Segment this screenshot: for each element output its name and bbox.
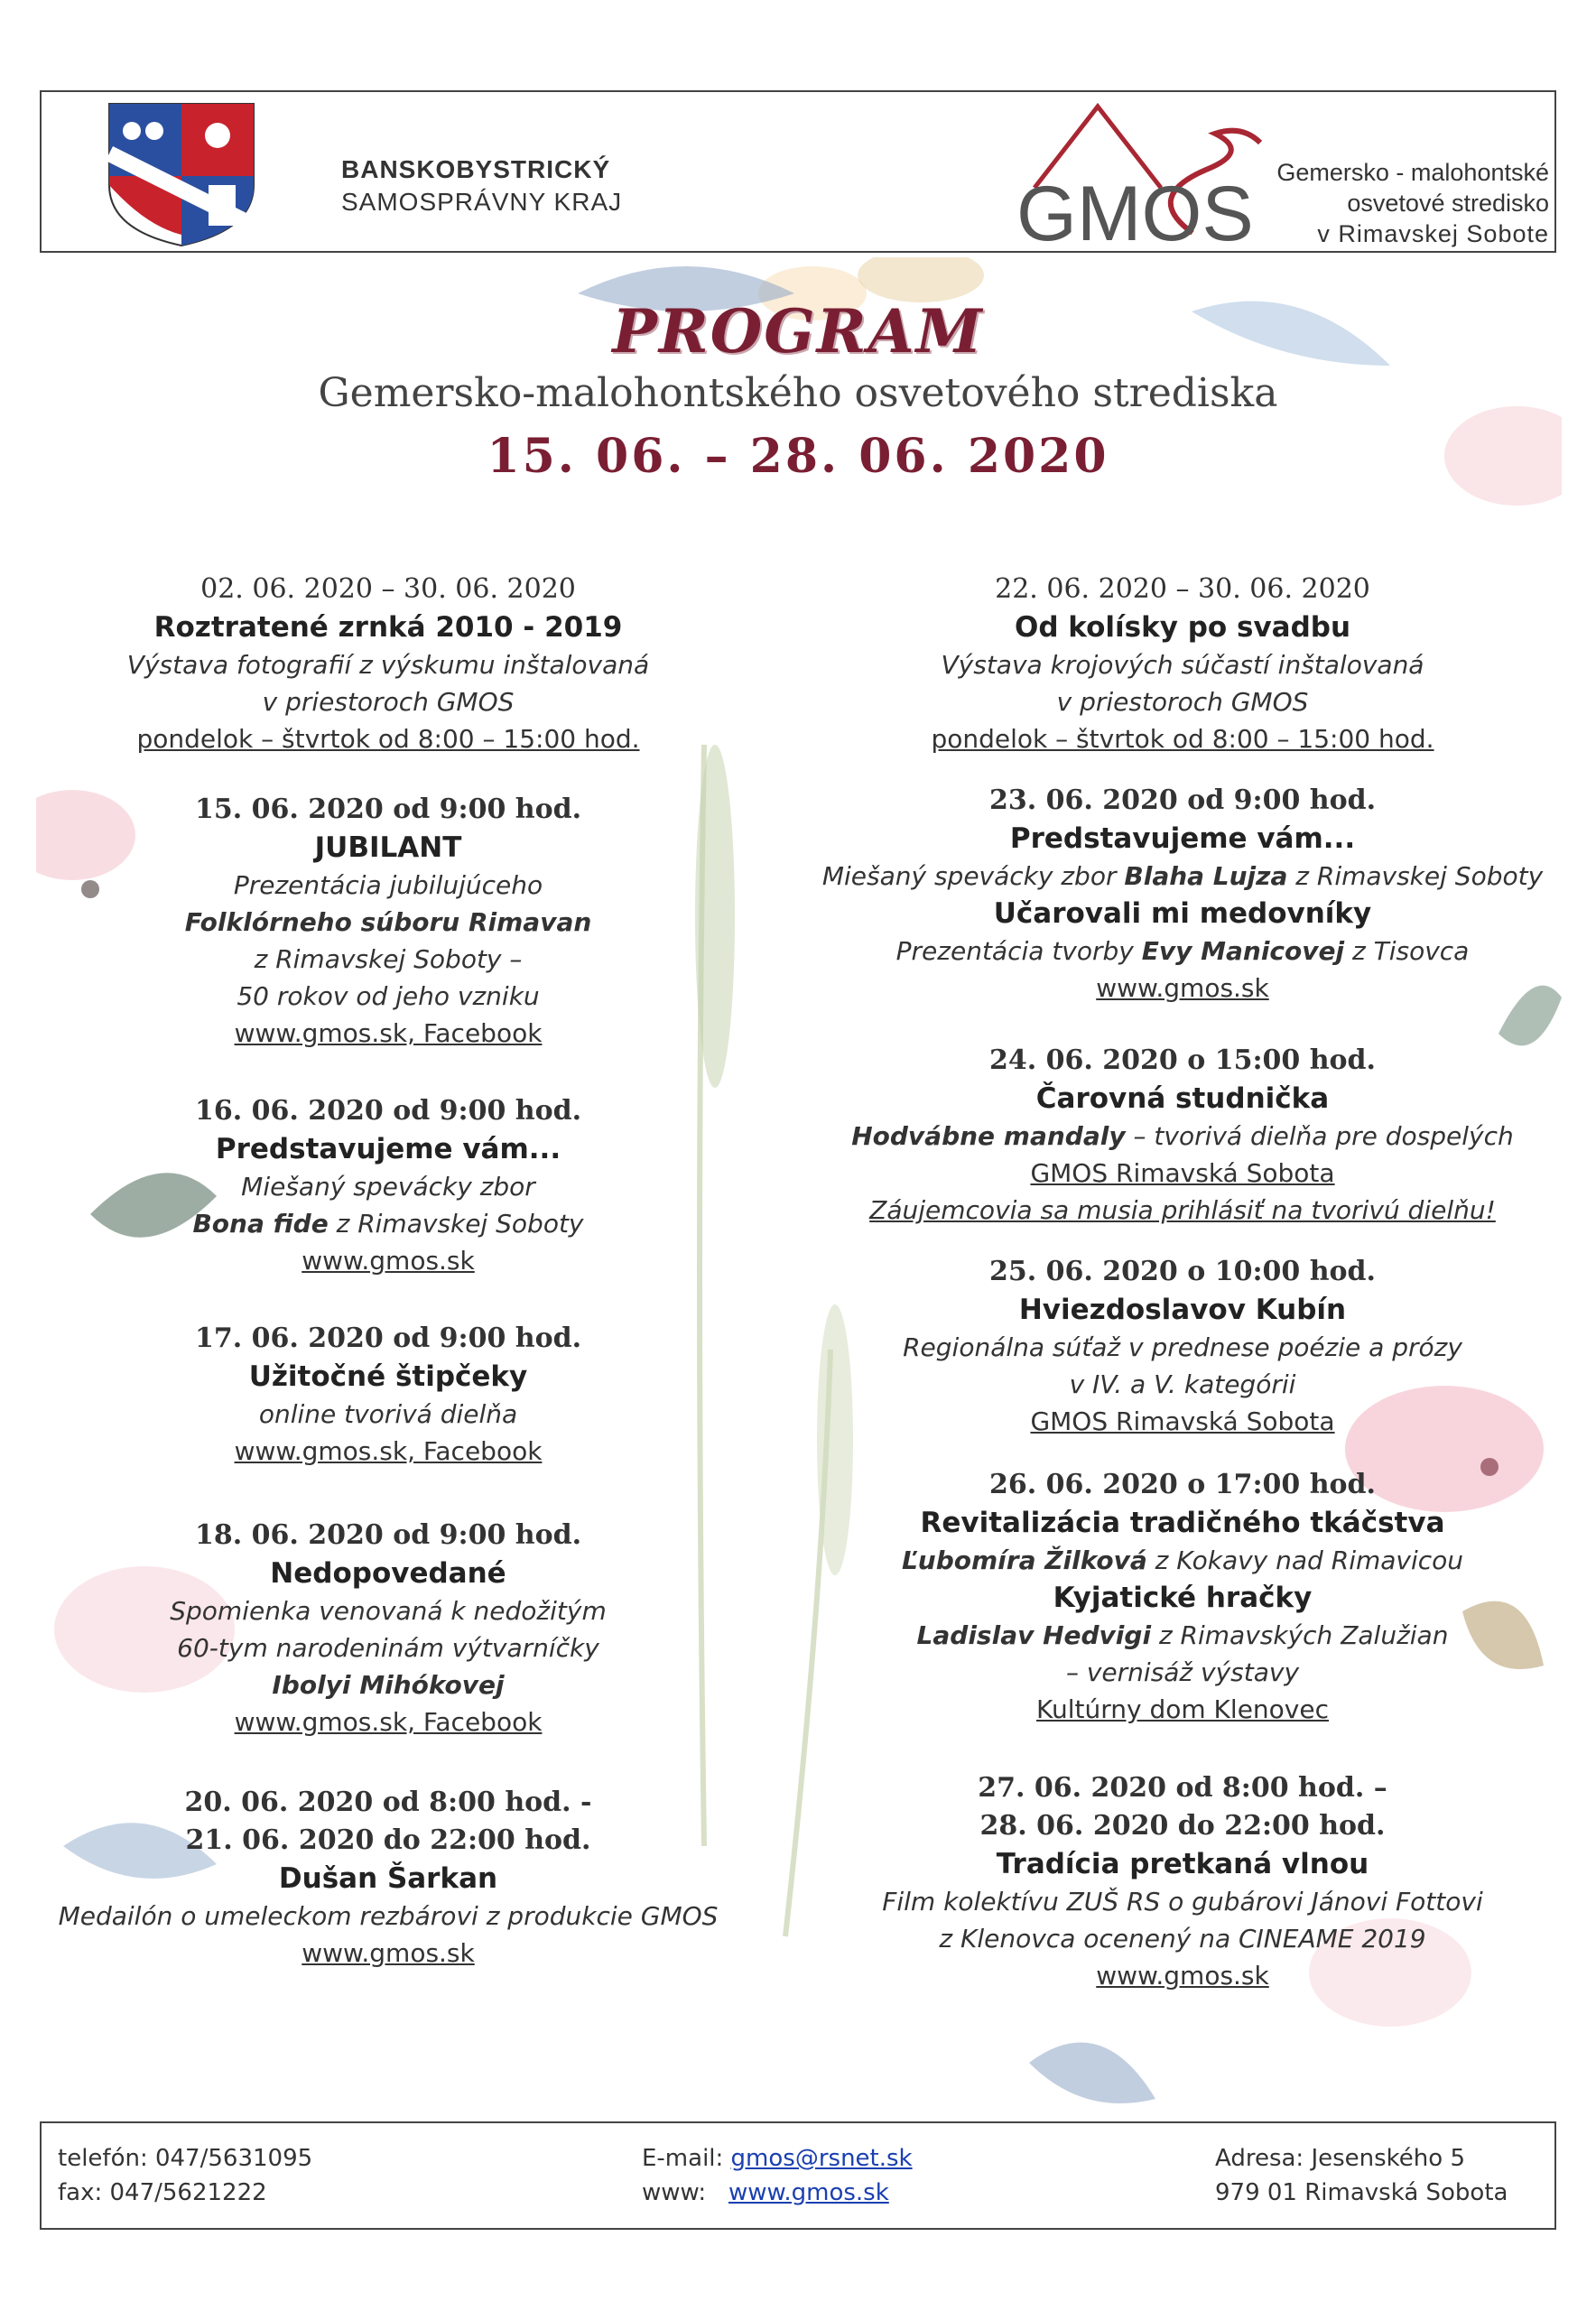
event xyxy=(812,1253,1553,1440)
event-performer: Ľubomíra Žilková xyxy=(901,1545,1147,1575)
event-line-rest: z Rimavskej Soboty xyxy=(328,1209,584,1239)
event-line-post: – tvorivá dielňa pre dospelých xyxy=(1125,1121,1514,1151)
event-title-2: Kyjatické hračky xyxy=(1053,1582,1313,1614)
event-line: Výstava krojových súčastí inštalovaná xyxy=(941,650,1424,680)
event-date: 26. 06. 2020 o 17:00 hod. xyxy=(989,1469,1376,1500)
event-line: Prezentácia jubilujúceho xyxy=(233,870,543,900)
event-date: 20. 06. 2020 od 8:00 hod. - xyxy=(184,1787,592,1818)
event xyxy=(812,782,1553,1007)
event-title: JUBILANT xyxy=(314,831,462,864)
event-line: z Klenovca ocenený na CINEAME 2019 xyxy=(939,1924,1426,1954)
event-title: Predstavujeme vám... xyxy=(1009,822,1356,855)
event-link[interactable]: www.gmos.sk, Facebook xyxy=(234,1436,543,1466)
event-line: Regionálna súťaž v prednese poézie a prózy xyxy=(903,1332,1462,1362)
www-row xyxy=(642,2176,913,2210)
event-link[interactable]: www.gmos.sk, Facebook xyxy=(234,1018,543,1048)
event-line-post: z Kokavy nad Rimavicou xyxy=(1146,1545,1464,1575)
event-hours: pondelok – štvrtok od 8:00 – 15:00 hod. xyxy=(931,724,1434,754)
event-line: Výstava fotografií z výskumu inštalovaná xyxy=(126,650,650,680)
event-title: Revitalizácia tradičného tkáčstva xyxy=(920,1507,1445,1539)
address-line-1: Adresa: Jesenského 5 xyxy=(1215,2145,1465,2172)
leaf-shape xyxy=(1029,2043,1155,2104)
event-venue: GMOS Rimavská Sobota xyxy=(1030,1406,1335,1436)
page-title: PROGRAM xyxy=(612,296,984,367)
region-line-2: SAMOSPRÁVNY KRAJ xyxy=(341,188,623,216)
event-title: Čarovná studnička xyxy=(1035,1082,1330,1115)
event-line: z Rimavskej Soboty – xyxy=(254,944,523,974)
region-name xyxy=(341,153,622,218)
event-link[interactable]: www.gmos.sk xyxy=(302,1938,475,1968)
event-performer: Ibolyi Mihókovej xyxy=(272,1670,505,1700)
event xyxy=(54,1092,722,1279)
title-block xyxy=(0,296,1596,484)
event xyxy=(812,1769,1553,1994)
event xyxy=(54,1320,722,1470)
event-line: Medailón o umeleckom rezbárovi z produkcie GMOS xyxy=(58,1901,719,1931)
event-line xyxy=(54,904,722,941)
event-line xyxy=(812,1118,1553,1155)
event-line: Spomienka venovaná k nedožitým xyxy=(170,1596,607,1626)
event-link[interactable]: www.gmos.sk xyxy=(1096,973,1269,1003)
event-title: Tradícia pretkaná vlnou xyxy=(996,1848,1369,1880)
event-date: 27. 06. 2020 od 8:00 hod. – xyxy=(978,1772,1387,1804)
event-title-2: Učarovali mi medovníky xyxy=(993,897,1372,930)
header-box xyxy=(40,90,1556,253)
event-line: v IV. a V. kategórii xyxy=(1069,1369,1296,1399)
region-line-1: BANSKOBYSTRICKÝ xyxy=(341,155,611,183)
event xyxy=(812,571,1553,757)
event-line: 50 rokov od jeho vzniku xyxy=(237,981,540,1011)
event-line: Miešaný spevácky zbor xyxy=(241,1172,535,1202)
event xyxy=(812,1466,1553,1728)
org-name xyxy=(1215,157,1549,249)
event-performer: Ladislav Hedvigi xyxy=(916,1620,1152,1650)
event-note: Záujemcovia sa musia prihlásiť na tvorivú dielňu! xyxy=(869,1195,1496,1225)
footer-box xyxy=(40,2121,1556,2230)
event-date: 25. 06. 2020 o 10:00 hod. xyxy=(989,1256,1376,1287)
event-line: Film kolektívu ZUŠ RS o gubárovi Jánovi Fottovi xyxy=(882,1887,1483,1917)
event-line xyxy=(54,1666,722,1703)
event xyxy=(54,571,722,757)
event-date: 15. 06. 2020 od 9:00 hod. xyxy=(194,794,582,825)
event-title: Dušan Šarkan xyxy=(278,1862,498,1895)
event-link[interactable]: www.gmos.sk, Facebook xyxy=(234,1707,543,1737)
event-title: Nedopovedané xyxy=(270,1557,506,1590)
event xyxy=(812,1042,1553,1229)
event-venue: GMOS Rimavská Sobota xyxy=(1030,1158,1335,1188)
event-link[interactable]: www.gmos.sk xyxy=(1096,1961,1269,1991)
event-date-end: 21. 06. 2020 do 22:00 hod. xyxy=(185,1824,591,1856)
event-date: 18. 06. 2020 od 9:00 hod. xyxy=(194,1519,582,1551)
org-line-2: osvetové stredisko xyxy=(1347,190,1549,217)
address-line-2: 979 01 Rimavská Sobota xyxy=(1215,2179,1508,2206)
footer-contact-phone xyxy=(58,2141,312,2210)
phone-number: telefón: 047/5631095 xyxy=(58,2145,313,2172)
www-label: www: xyxy=(642,2179,707,2206)
event-line-post: z Rimavských Zalužian xyxy=(1151,1620,1449,1650)
event xyxy=(54,791,722,1052)
org-line-1: Gemersko - malohontské xyxy=(1276,159,1549,186)
email-link[interactable]: gmos@rsnet.sk xyxy=(730,2145,913,2172)
program-dates: 15. 06. – 28. 06. 2020 xyxy=(487,429,1109,484)
org-line-3: v Rimavskej Sobote xyxy=(1317,220,1549,247)
event-title: Predstavujeme vám... xyxy=(215,1133,561,1165)
footer-contact-web xyxy=(642,2141,913,2210)
event-date: 02. 06. 2020 – 30. 06. 2020 xyxy=(200,573,576,605)
event-title: Hviezdoslavov Kubín xyxy=(1018,1294,1347,1326)
event-date: 24. 06. 2020 o 15:00 hod. xyxy=(989,1044,1376,1076)
event xyxy=(54,1784,722,1972)
event-title: Užitočné štipčeky xyxy=(248,1360,528,1393)
event-performer: Hodvábne mandaly xyxy=(851,1121,1126,1151)
event-venue: Kultúrny dom Klenovec xyxy=(1036,1694,1329,1724)
email-row xyxy=(642,2141,913,2176)
event-line-pre: Prezentácia tvorby xyxy=(895,936,1142,966)
event-link[interactable]: www.gmos.sk xyxy=(302,1246,475,1276)
event-line xyxy=(812,1617,1553,1654)
event-title: Od kolísky po svadbu xyxy=(1014,611,1351,644)
event-line xyxy=(812,858,1553,895)
event-line xyxy=(812,933,1553,970)
email-label: E-mail: xyxy=(642,2145,724,2172)
event-line-pre: Miešaný spevácky zbor xyxy=(821,861,1125,891)
event-date: 17. 06. 2020 od 9:00 hod. xyxy=(194,1323,582,1354)
event-line: v priestoroch GMOS xyxy=(1056,687,1309,717)
page-subtitle: Gemersko-malohontského osvetového strediska xyxy=(318,370,1278,416)
event-line: v priestoroch GMOS xyxy=(262,687,515,717)
event-hours: pondelok – štvrtok od 8:00 – 15:00 hod. xyxy=(136,724,640,754)
event-date: 16. 06. 2020 od 9:00 hod. xyxy=(194,1095,582,1127)
fax-number: fax: 047/5621222 xyxy=(58,2179,267,2206)
event xyxy=(54,1517,722,1740)
event-date: 23. 06. 2020 od 9:00 hod. xyxy=(988,784,1377,816)
event-line: 60-tym narodeninám výtvarníčky xyxy=(177,1633,599,1663)
website-link[interactable]: www.gmos.sk xyxy=(728,2179,889,2206)
event-line xyxy=(812,1542,1553,1579)
event-performer: Evy Manicovej xyxy=(1141,936,1345,966)
event-date: 22. 06. 2020 – 30. 06. 2020 xyxy=(995,573,1370,605)
footer-address xyxy=(1215,2141,1508,2210)
event-line-post: z Rimavskej Soboty xyxy=(1287,861,1544,891)
event-line: online tvorivá dielňa xyxy=(258,1399,518,1429)
event-line: – vernisáž výstavy xyxy=(1065,1657,1300,1687)
coat-of-arms-icon xyxy=(105,99,258,248)
event-performer: Folklórneho súboru Rimavan xyxy=(184,907,592,937)
event-performer: Bona fide xyxy=(192,1209,329,1239)
event-performer: Blaha Lujza xyxy=(1124,861,1288,891)
event-line-post: z Tisovca xyxy=(1344,936,1470,966)
event-date-end: 28. 06. 2020 do 22:00 hod. xyxy=(979,1810,1386,1842)
event-title: Roztratené zrnká 2010 - 2019 xyxy=(153,611,623,644)
logo-mark: GMOS xyxy=(1016,171,1254,251)
event-line xyxy=(54,1205,722,1242)
